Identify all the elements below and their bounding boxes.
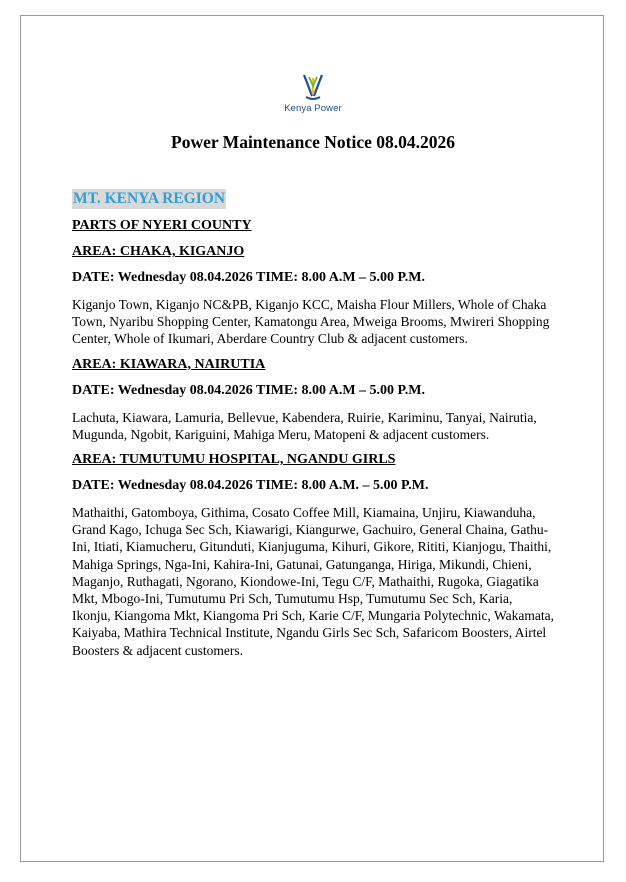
area-heading: AREA: KIAWARA, NAIRUTIA (72, 356, 266, 372)
area-heading: AREA: TUMUTUMU HOSPITAL, NGANDU GIRLS (72, 452, 396, 468)
area-date-time: DATE: Wednesday 08.04.2026 TIME: 8.00 A.M – 5.00 P.M. (72, 270, 426, 285)
area-date-time: DATE: Wednesday 08.04.2026 TIME: 8.00 A.M. – 5.00 P.M. (72, 478, 429, 494)
area-heading: AREA: CHAKA, KIGANJO (72, 244, 245, 259)
region-heading: MT. KENYA REGION (73, 190, 226, 207)
notice-title: Power Maintenance Notice 08.04.2026 (171, 132, 455, 152)
area-date-time: DATE: Wednesday 08.04.2026 TIME: 8.00 A.M – 5.00 P.M. (72, 382, 426, 398)
kenya-power-logo (277, 72, 349, 122)
logo-text: Kenya Power (284, 103, 342, 114)
kenya-power-emblem-icon (298, 72, 328, 102)
area-locations: Lachuta, Kiawara, Lamuria, Bellevue, Kabendera, Ruirie, Kariminu, Tanyai, Nairutia, Mugunda, Ngobit, Kariguini, Mahiga Meru, Matopeni & adjacent customers. (72, 409, 537, 442)
county-heading: PARTS OF NYERI COUNTY (72, 218, 252, 233)
area-locations: Mathaithi, Gatomboya, Githima, Cosato Coffee Mill, Kiamaina, Unjiru, Kiawanduha, Grand Kago, Ichuga Sec Sch, Kiawarigi, Kiangurwe, Gachuiro, General Chaina, Gathu-Ini, Itiati, Kiamucheru, Gitunduti, Kianjuguma, Kihuri, Gikore, Rititi, Kianjogu, Thaithi, Mahiga Springs, Nga-Ini, Kahira-Ini, Gatunai, Gatunganga, Hiriga, Mikundi, Chieni, Maganjo, Ruthagati, Ngorano, Kiondowe-Ini, Tegu C/F, Mathaithi, Rugoka, Giagatika Mkt, Mbogo-Ini, Tumutumu Pri Sch, Tumutumu Hsp, Tumutumu Sec Sch, Karia, Ikonju, Kiangoma Mkt, Kiangoma Pri Sch, Karie C/F, Mungaria Polytechnic, Wakamata, Kaiyaba, Mathira Technical Institute, Ngandu Girls Sec Sch, Safaricom Boosters, Airtel Boosters & adjacent customers. (72, 505, 554, 658)
area-locations: Kiganjo Town, Kiganjo NC&PB, Kiganjo KCC, Maisha Flour Millers, Whole of Chaka Town, Nyaribu Shopping Center, Kamatongu Area, Mweiga Brooms, Mwireri Shopping Center, Whole of Ikumari, Aberdare Country Club & adjacent customers. (72, 297, 550, 347)
notice-content (72, 189, 554, 667)
